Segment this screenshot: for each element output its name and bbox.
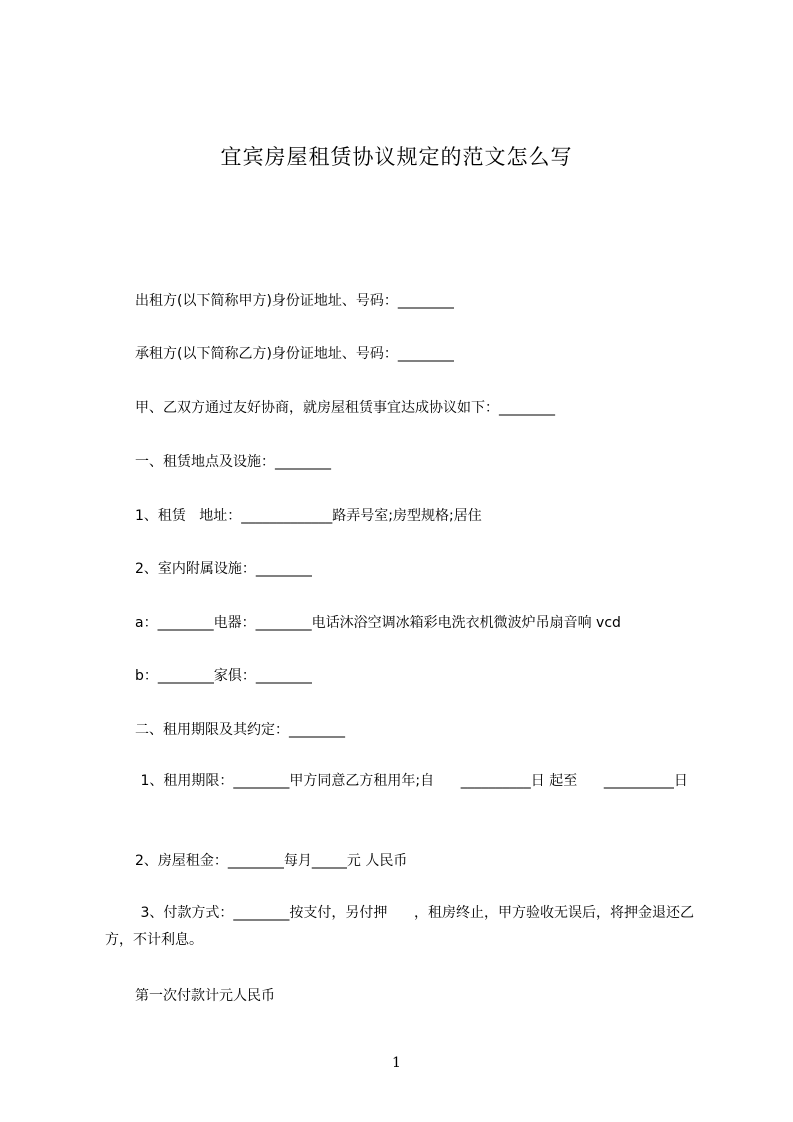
paragraph-rent: 2、房屋租金：________每月_____元 人民币 (135, 853, 408, 869)
paragraph-furniture: b：________家俱：________ (135, 668, 312, 684)
paragraph-lessee: 承租方(以下简称乙方)身份证地址、号码：________ (135, 346, 454, 362)
document-title: 宜宾房屋租赁协议规定的范文怎么写 (220, 145, 573, 169)
section-heading-location: 一、租赁地点及设施：________ (135, 454, 331, 470)
paragraph-first-payment: 第一次付款计元人民币 (135, 988, 275, 1004)
page-number: 1 (392, 1055, 401, 1071)
paragraph-lessor: 出租方(以下简称甲方)身份证地址、号码：________ (135, 293, 454, 309)
paragraph-payment-method: 3、付款方式：________按支付，另付押 ，租房终止，甲方验收无误后，将押金退还乙方，不计利息。 (105, 905, 695, 948)
paragraph-facilities: 2、室内附属设施：________ (135, 561, 312, 577)
paragraph-address: 1、租赁 地址：_____________路弄号室;房型规格;居住 (135, 508, 482, 524)
paragraph-appliances: a：________电器：________电话沐浴空调冰箱彩电洗衣机微波炉吊扇音响 vcd (135, 615, 621, 631)
section-heading-term: 二、租用期限及其约定：________ (135, 722, 345, 738)
paragraph-lease-term: 1、租用期限：________甲方同意乙方租用年;自 __________日 起至 __________日 (136, 773, 688, 789)
paragraph-agreement-intro: 甲、乙双方通过友好协商，就房屋租赁事宜达成协议如下：________ (135, 400, 555, 416)
